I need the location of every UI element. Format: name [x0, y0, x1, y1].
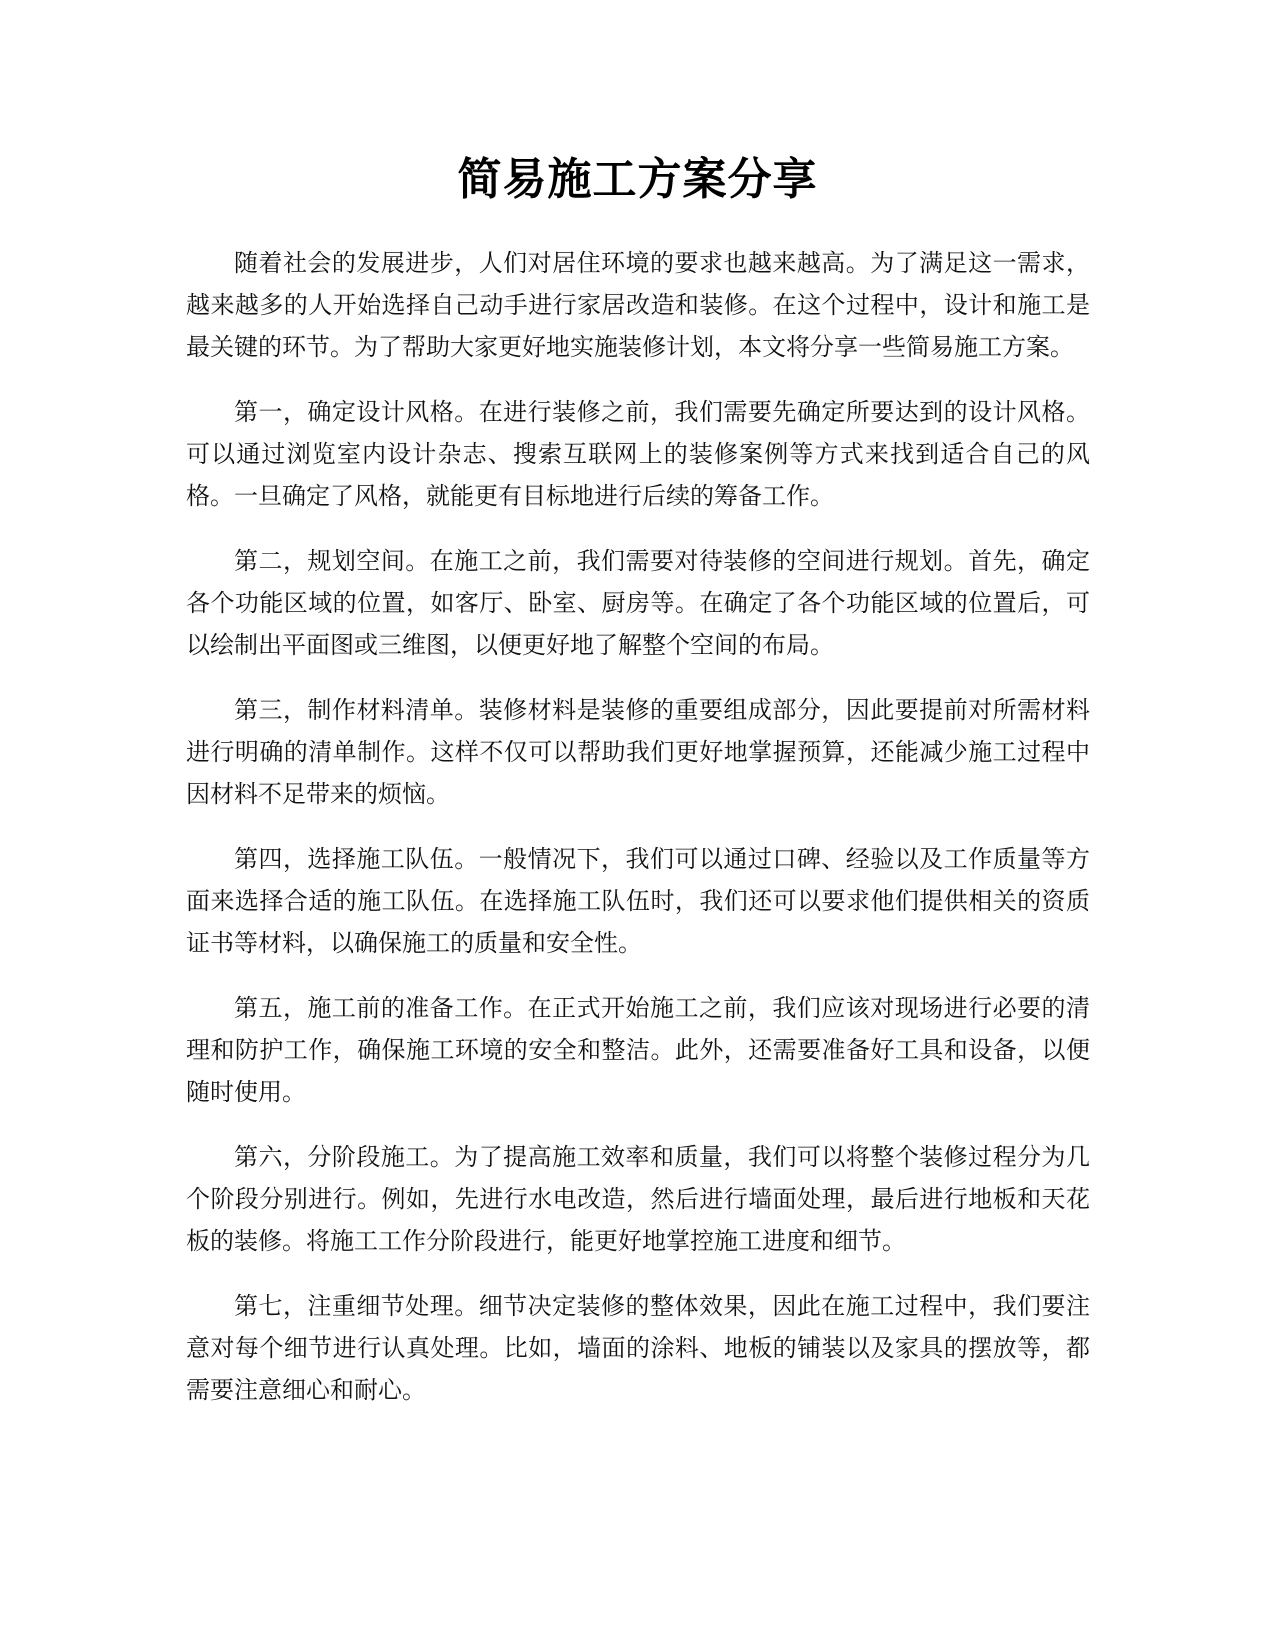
paragraph-step-2: 第二，规划空间。在施工之前，我们需要对待装修的空间进行规划。首先，确定各个功能区域的位置，如客厅、卧室、厨房等。在确定了各个功能区域的位置后，可以绘制出平面图或三维图，以便更好地了解整个空间的布局。 [186, 547, 1090, 659]
paragraph-step-4: 第四，选择施工队伍。一般情况下，我们可以通过口碑、经验以及工作质量等方面来选择合适的施工队伍。在选择施工队伍时，我们还可以要求他们提供相关的资质证书等材料，以确保施工的质量和安全性。 [186, 845, 1090, 957]
document-title: 简易施工方案分享 [457, 154, 818, 205]
paragraph-step-7: 第七，注重细节处理。细节决定装修的整体效果，因此在施工过程中，我们要注意对每个细节进行认真处理。比如，墙面的涂料、地板的铺装以及家具的摆放等，都需要注意细心和耐心。 [186, 1292, 1090, 1404]
paragraph-step-1: 第一，确定设计风格。在进行装修之前，我们需要先确定所要达到的设计风格。可以通过浏览室内设计杂志、搜索互联网上的装修案例等方式来找到适合自己的风格。一旦确定了风格，就能更有目标地进行后续的筹备工作。 [186, 398, 1090, 510]
paragraph-step-5: 第五，施工前的准备工作。在正式开始施工之前，我们应该对现场进行必要的清理和防护工作，确保施工环境的安全和整洁。此外，还需要准备好工具和设备，以便随时使用。 [186, 994, 1090, 1106]
paragraph-step-6: 第六，分阶段施工。为了提高施工效率和质量，我们可以将整个装修过程分为几个阶段分别进行。例如，先进行水电改造，然后进行墙面处理，最后进行地板和天花板的装修。将施工工作分阶段进行，能更好地掌控施工进度和细节。 [186, 1143, 1090, 1255]
paragraph-intro: 随着社会的发展进步，人们对居住环境的要求也越来越高。为了满足这一需求，越来越多的人开始选择自己动手进行家居改造和装修。在这个过程中，设计和施工是最关键的环节。为了帮助大家更好地实施装修计划，本文将分享一些简易施工方案。 [186, 249, 1090, 361]
document-body [186, 242, 1090, 1434]
paragraph-step-3: 第三，制作材料清单。装修材料是装修的重要组成部分，因此要提前对所需材料进行明确的清单制作。这样不仅可以帮助我们更好地掌握预算，还能减少施工过程中因材料不足带来的烦恼。 [186, 696, 1090, 808]
